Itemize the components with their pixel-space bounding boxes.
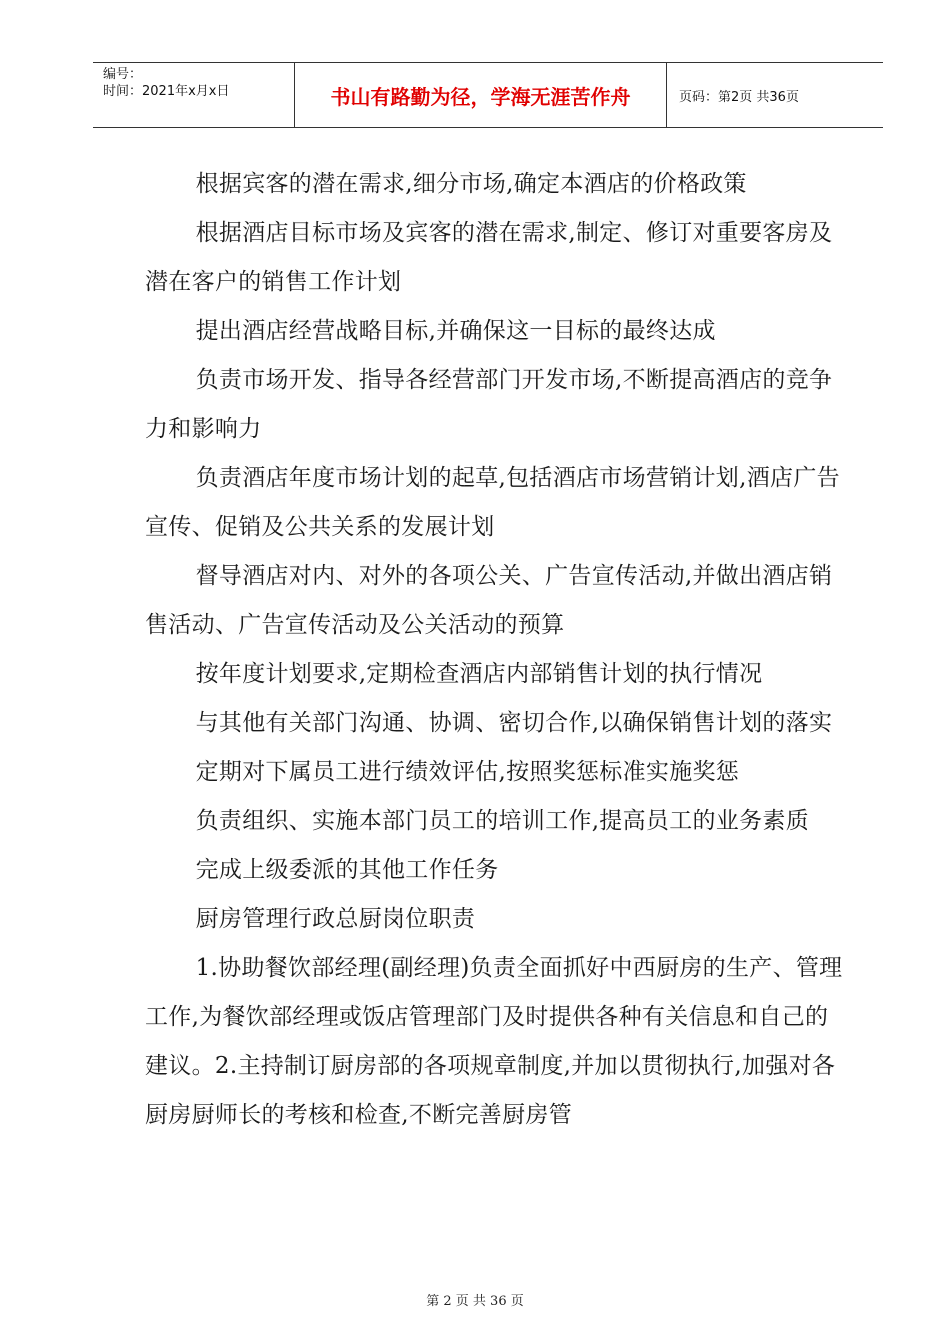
- paragraph: 按年度计划要求,定期检查酒店内部销售计划的执行情况: [195, 661, 763, 687]
- section-heading: 厨房管理行政总厨岗位职责: [195, 906, 476, 932]
- header-meta: [93, 63, 295, 127]
- paragraph: 提出酒店经营战略目标,并确保这一目标的最终达成: [195, 318, 716, 344]
- paragraph: 定期对下属员工进行绩效评估,按照奖惩标准实施奖惩: [195, 759, 740, 785]
- page-header: [93, 62, 883, 128]
- paragraph: 根据酒店目标市场及宾客的潜在需求,制定、修订对重要客房及潜在客户的销售工作计划: [145, 220, 833, 295]
- number-label: 编号：: [103, 67, 143, 82]
- paragraph: 与其他有关部门沟通、协调、密切合作,以确保销售计划的落实: [195, 710, 833, 736]
- header-motto: 书山有路勤为径，学海无涯苦作舟: [295, 63, 667, 127]
- paragraph: 负责组织、实施本部门员工的培训工作,提高员工的业务素质: [195, 808, 810, 834]
- paragraph: 完成上级委派的其他工作任务: [195, 857, 499, 883]
- header-page-info: 页码：第2页 共36页: [679, 89, 799, 105]
- paragraph: 负责市场开发、指导各经营部门开发市场,不断提高酒店的竞争力和影响力: [145, 367, 833, 442]
- paragraph: 1.协助餐饮部经理(副经理)负责全面抓好中西厨房的生产、管理工作,为餐饮部经理或饭店管理部门及时提供各种有关信息和自己的建议。2.主持制订厨房部的各项规章制度,并加以贯彻执行,加强对各厨房厨师长的考核和检查,不断完善厨房管: [145, 955, 843, 1128]
- paragraph: 督导酒店对内、对外的各项公关、广告宣传活动,并做出酒店销售活动、广告宣传活动及公关活动的预算: [145, 563, 833, 638]
- page-footer: 第 2 页 共 36 页: [426, 1294, 524, 1309]
- paragraph: 负责酒店年度市场计划的起草,包括酒店市场营销计划,酒店广告宣传、促销及公共关系的发展计划: [145, 465, 840, 540]
- paragraph: 根据宾客的潜在需求,细分市场,确定本酒店的价格政策: [195, 171, 747, 197]
- time-label: 时间：2021年x月x日: [103, 84, 230, 99]
- document-body: [145, 160, 845, 1140]
